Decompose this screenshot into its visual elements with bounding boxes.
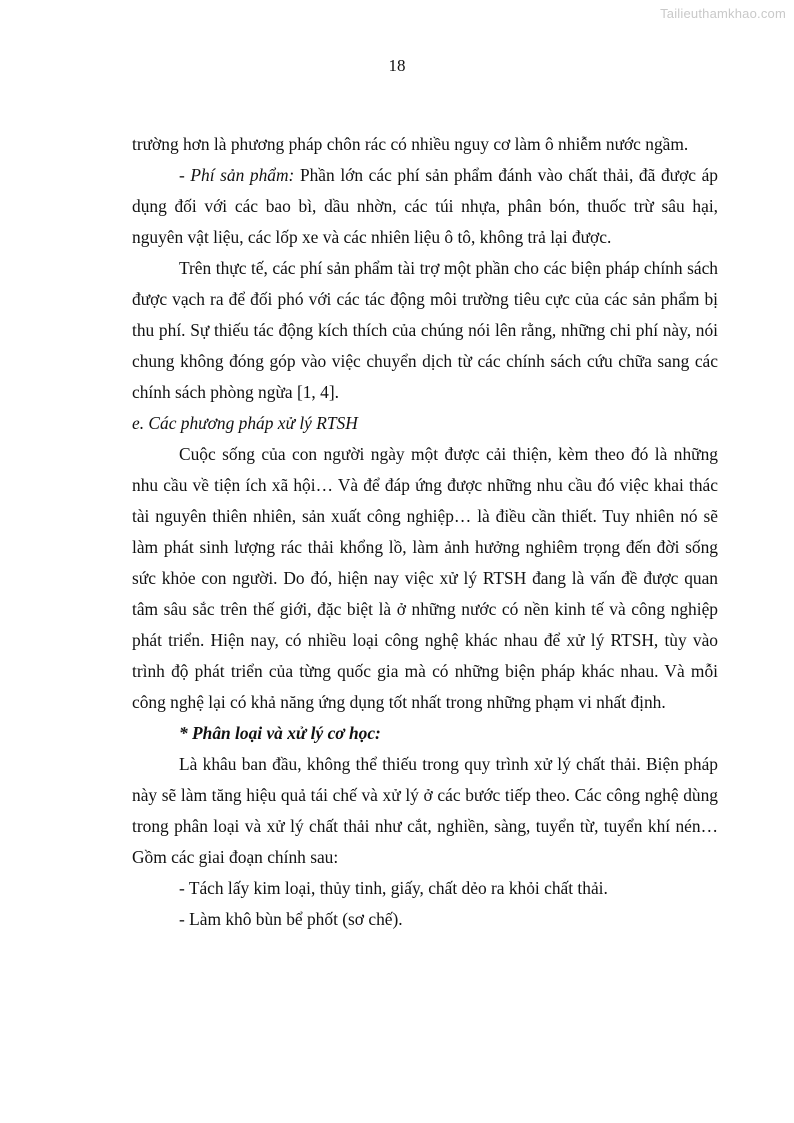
paragraph-continuation: trường hơn là phương pháp chôn rác có nhiều nguy cơ làm ô nhiễm nước ngầm. xyxy=(132,134,689,154)
section-heading-e: e. Các phương pháp xử lý RTSH xyxy=(132,413,358,433)
paragraph-in-practice: Trên thực tế, các phí sản phẩm tài trợ một phần cho các biện pháp chính sách được vạch ra để đối phó với các tác động môi trường tiêu cực của các sản phẩm bị thu phí. Sự thiếu tác động kích thích của chúng nói lên rằng, những chi phí này, nói chung không đóng góp vào việc chuyển dịch từ các chính sách cứu chữa sang các chính sách phòng ngừa [1, 4]. xyxy=(132,258,718,402)
dash-prefix: - xyxy=(179,165,191,185)
document-body xyxy=(132,129,718,935)
paragraph-product-fee xyxy=(132,160,718,253)
list-item-dry-sludge: - Làm khô bùn bể phốt (sơ chế). xyxy=(179,909,403,929)
term-product-fee: Phí sản phẩm: xyxy=(190,165,295,185)
list-item-separate-materials: - Tách lấy kim loại, thủy tinh, giấy, chất dẻo ra khỏi chất thải. xyxy=(179,878,608,898)
product-fee-text: Phần lớn các phí sản phẩm đánh vào chất thải, đã được áp dụng đối với các bao bì, dầu nhờn, các túi nhựa, phân bón, thuốc trừ sâu hại, nguyên vật liệu, các lốp xe và các nhiên liệu ô tô, không trả lại được. xyxy=(132,165,718,247)
page-number: 18 xyxy=(388,56,406,75)
watermark: Tailieuthamkhao.com xyxy=(660,6,786,21)
paragraph-initial-stage: Là khâu ban đầu, không thể thiếu trong quy trình xử lý chất thải. Biện pháp này sẽ làm tăng hiệu quả tái chế và xử lý ở các bước tiếp theo. Các công nghệ dùng trong phân loại và xử lý chất thải như cắt, nghiền, sàng, tuyển từ, tuyển khí nén…Gồm các giai đoạn chính sau: xyxy=(132,754,718,867)
subheading-mechanical-sorting: * Phân loại và xử lý cơ học: xyxy=(179,723,381,743)
paragraph-life-improvement: Cuộc sống của con người ngày một được cải thiện, kèm theo đó là những nhu cầu về tiện ích xã hội… Và để đáp ứng được những nhu cầu đó việc khai thác tài nguyên thiên nhiên, sản xuất công nghiệp… là điều cần thiết. Tuy nhiên nó sẽ làm phát sinh lượng rác thải khổng lồ, làm ảnh hưởng nghiêm trọng đến đời sống sức khỏe con người. Do đó, hiện nay việc xử lý RTSH đang là vấn đề được quan tâm sâu sắc trên thế giới, đặc biệt là ở những nước có nền kinh tế và công nghiệp phát triển. Hiện nay, có nhiều loại công nghệ khác nhau để xử lý RTSH, tùy vào trình độ phát triển của từng quốc gia mà có những biện pháp khác nhau. Và mỗi công nghệ lại có khả năng ứng dụng tốt nhất trong những phạm vi nhất định. xyxy=(132,444,718,712)
